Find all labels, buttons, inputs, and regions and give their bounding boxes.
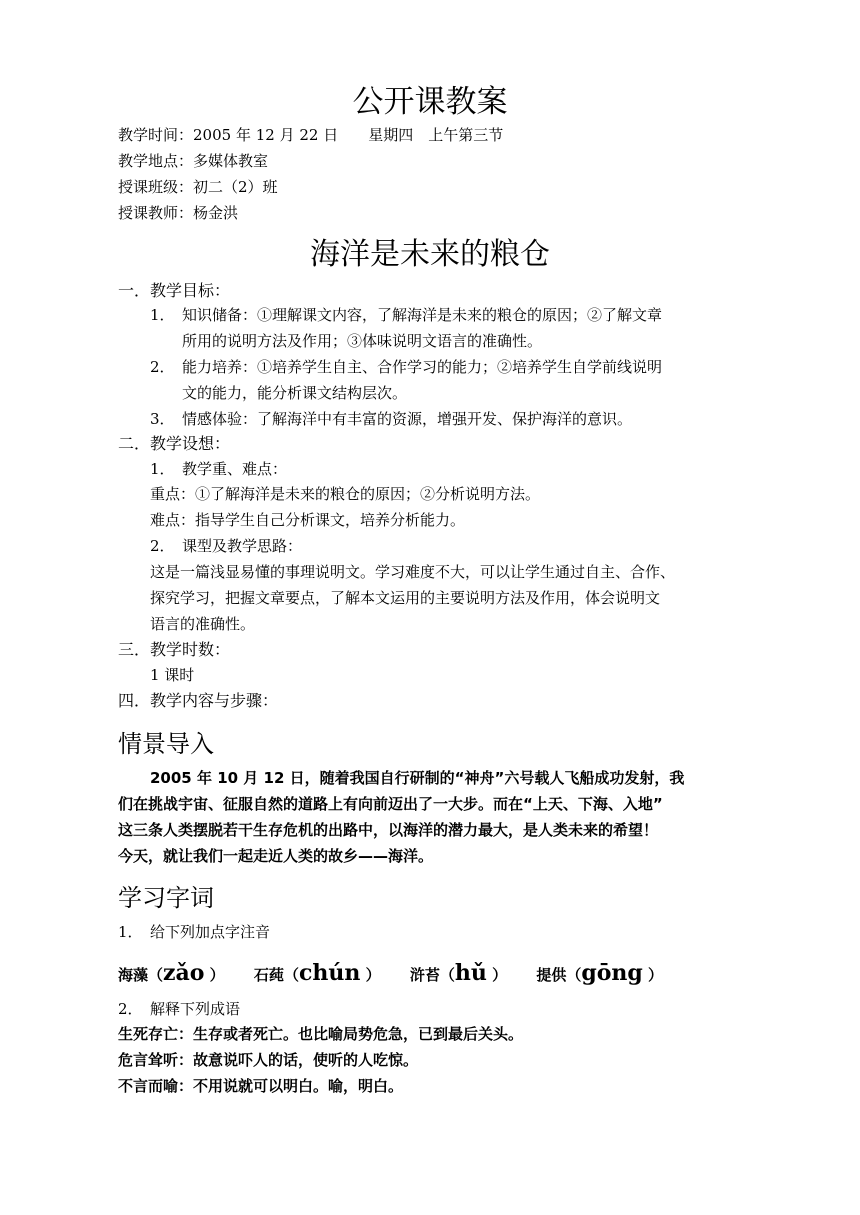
- pinyin-reading: zǎo: [163, 960, 205, 986]
- section-heading-hours: [118, 640, 230, 659]
- idiom-1: 生死存亡：生存或者死亡。也比喻局势危急，已到最后关头。: [118, 1025, 524, 1043]
- intro-line-4: 今天，就让我们一起走近人类的故乡——海洋。: [118, 847, 434, 865]
- item-number: 2．: [150, 358, 175, 376]
- section-number: 一．: [118, 281, 151, 300]
- pinyin-item: 海藻（zǎo ）: [118, 960, 225, 986]
- info-time: 教学时间：2005 年 12 月 22 日 星期四 上午第三节: [118, 126, 504, 144]
- pinyin-item: 石莼（chún ）: [253, 960, 381, 986]
- intro-line-3: 这三条人类摆脱若干生存危机的出路中，以海洋的潜力最大，是人类未来的希望！: [118, 821, 659, 839]
- pinyin-word: 浒苔: [409, 966, 440, 984]
- section-number: 三．: [118, 640, 151, 659]
- idiom-3: 不言而喻：不用说就可以明白。喻，明白。: [118, 1077, 404, 1095]
- pinyin-item: 提供（gōng ）: [536, 960, 664, 986]
- hours-value: 1 课时: [150, 666, 195, 684]
- idiom-2: 危言耸听：故意说吓人的话，使听的人吃惊。: [118, 1051, 419, 1069]
- pinyin-word: 海藻: [118, 966, 149, 984]
- pinyin-reading: gōng: [581, 960, 643, 986]
- design-point-1: 1． 教学重、难点：: [150, 460, 288, 478]
- pinyin-word: 提供: [536, 966, 567, 984]
- pinyin-item: 浒苔（hǔ ）: [409, 960, 508, 986]
- intro-heading: 情景导入: [118, 730, 214, 758]
- lesson-title: 海洋是未来的粮仓: [310, 237, 550, 272]
- intro-line-1: 2005 年 10 月 12 日，随着我国自行研制的“神舟”六号载人飞船成功发射，我: [150, 769, 685, 787]
- objective-item-1-cont: 所用的说明方法及作用；③体味说明文语言的准确性。: [182, 332, 543, 350]
- design-difficulty: 难点：指导学生自己分析课文，培养分析能力。: [150, 511, 466, 529]
- pinyin-reading: hǔ: [454, 960, 487, 986]
- section-heading-objectives: [118, 281, 230, 300]
- objective-item-1: [150, 306, 662, 325]
- intro-line-2: 们在挑战宇宙、征服自然的道路上有向前迈出了一大步。而在“上天、下海、入地”: [118, 795, 663, 813]
- pinyin-reading: chún: [298, 960, 361, 986]
- objective-item-2-cont: 文的能力，能分析课文结构层次。: [182, 384, 408, 402]
- words-question-1: 1． 给下列加点字注音: [118, 923, 271, 941]
- design-point-2: 2． 课型及教学思路：: [150, 537, 303, 555]
- section-label: 教学设想：: [150, 434, 231, 453]
- section-heading-steps: [118, 691, 278, 710]
- objective-item-3: [150, 410, 632, 429]
- design-text-2: 探究学习，把握文章要点，了解本文运用的主要说明方法及作用，体会说明文: [150, 589, 661, 607]
- info-teacher: 授课教师：杨金洪: [118, 204, 239, 222]
- document-title: 公开课教案: [352, 84, 508, 120]
- section-label: 教学时数：: [150, 640, 231, 659]
- section-number: 二．: [118, 434, 151, 453]
- objective-item-2: [150, 358, 662, 377]
- section-heading-design: [118, 434, 230, 453]
- item-number: 1．: [150, 306, 175, 324]
- item-text: 情感体验：了解海洋中有丰富的资源，增强开发、保护海洋的意识。: [182, 410, 633, 428]
- section-label: 教学内容与步骤：: [150, 691, 279, 710]
- section-label: 教学目标：: [150, 281, 231, 300]
- design-text-1: 这是一篇浅显易懂的事理说明文。学习难度不大，可以让学生通过自主、合作、: [150, 563, 676, 581]
- design-text-3: 语言的准确性。: [150, 615, 256, 633]
- item-text: 能力培养：①培养学生自主、合作学习的能力；②培养学生自学前线说明: [182, 358, 663, 376]
- words-heading: 学习字词: [118, 884, 214, 912]
- item-text: 知识储备：①理解课文内容，了解海洋是未来的粮仓的原因；②了解文章: [182, 306, 663, 324]
- section-number: 四．: [118, 691, 151, 710]
- pinyin-word: 石莼: [253, 966, 284, 984]
- words-question-2: 2． 解释下列成语: [118, 1000, 241, 1018]
- pinyin-row: [118, 960, 687, 986]
- info-place: 教学地点：多媒体教室: [118, 152, 269, 170]
- design-key-point: 重点：①了解海洋是未来的粮仓的原因；②分析说明方法。: [150, 485, 541, 503]
- item-number: 3．: [150, 410, 175, 428]
- info-class: 授课班级：初二（2）班: [118, 178, 278, 196]
